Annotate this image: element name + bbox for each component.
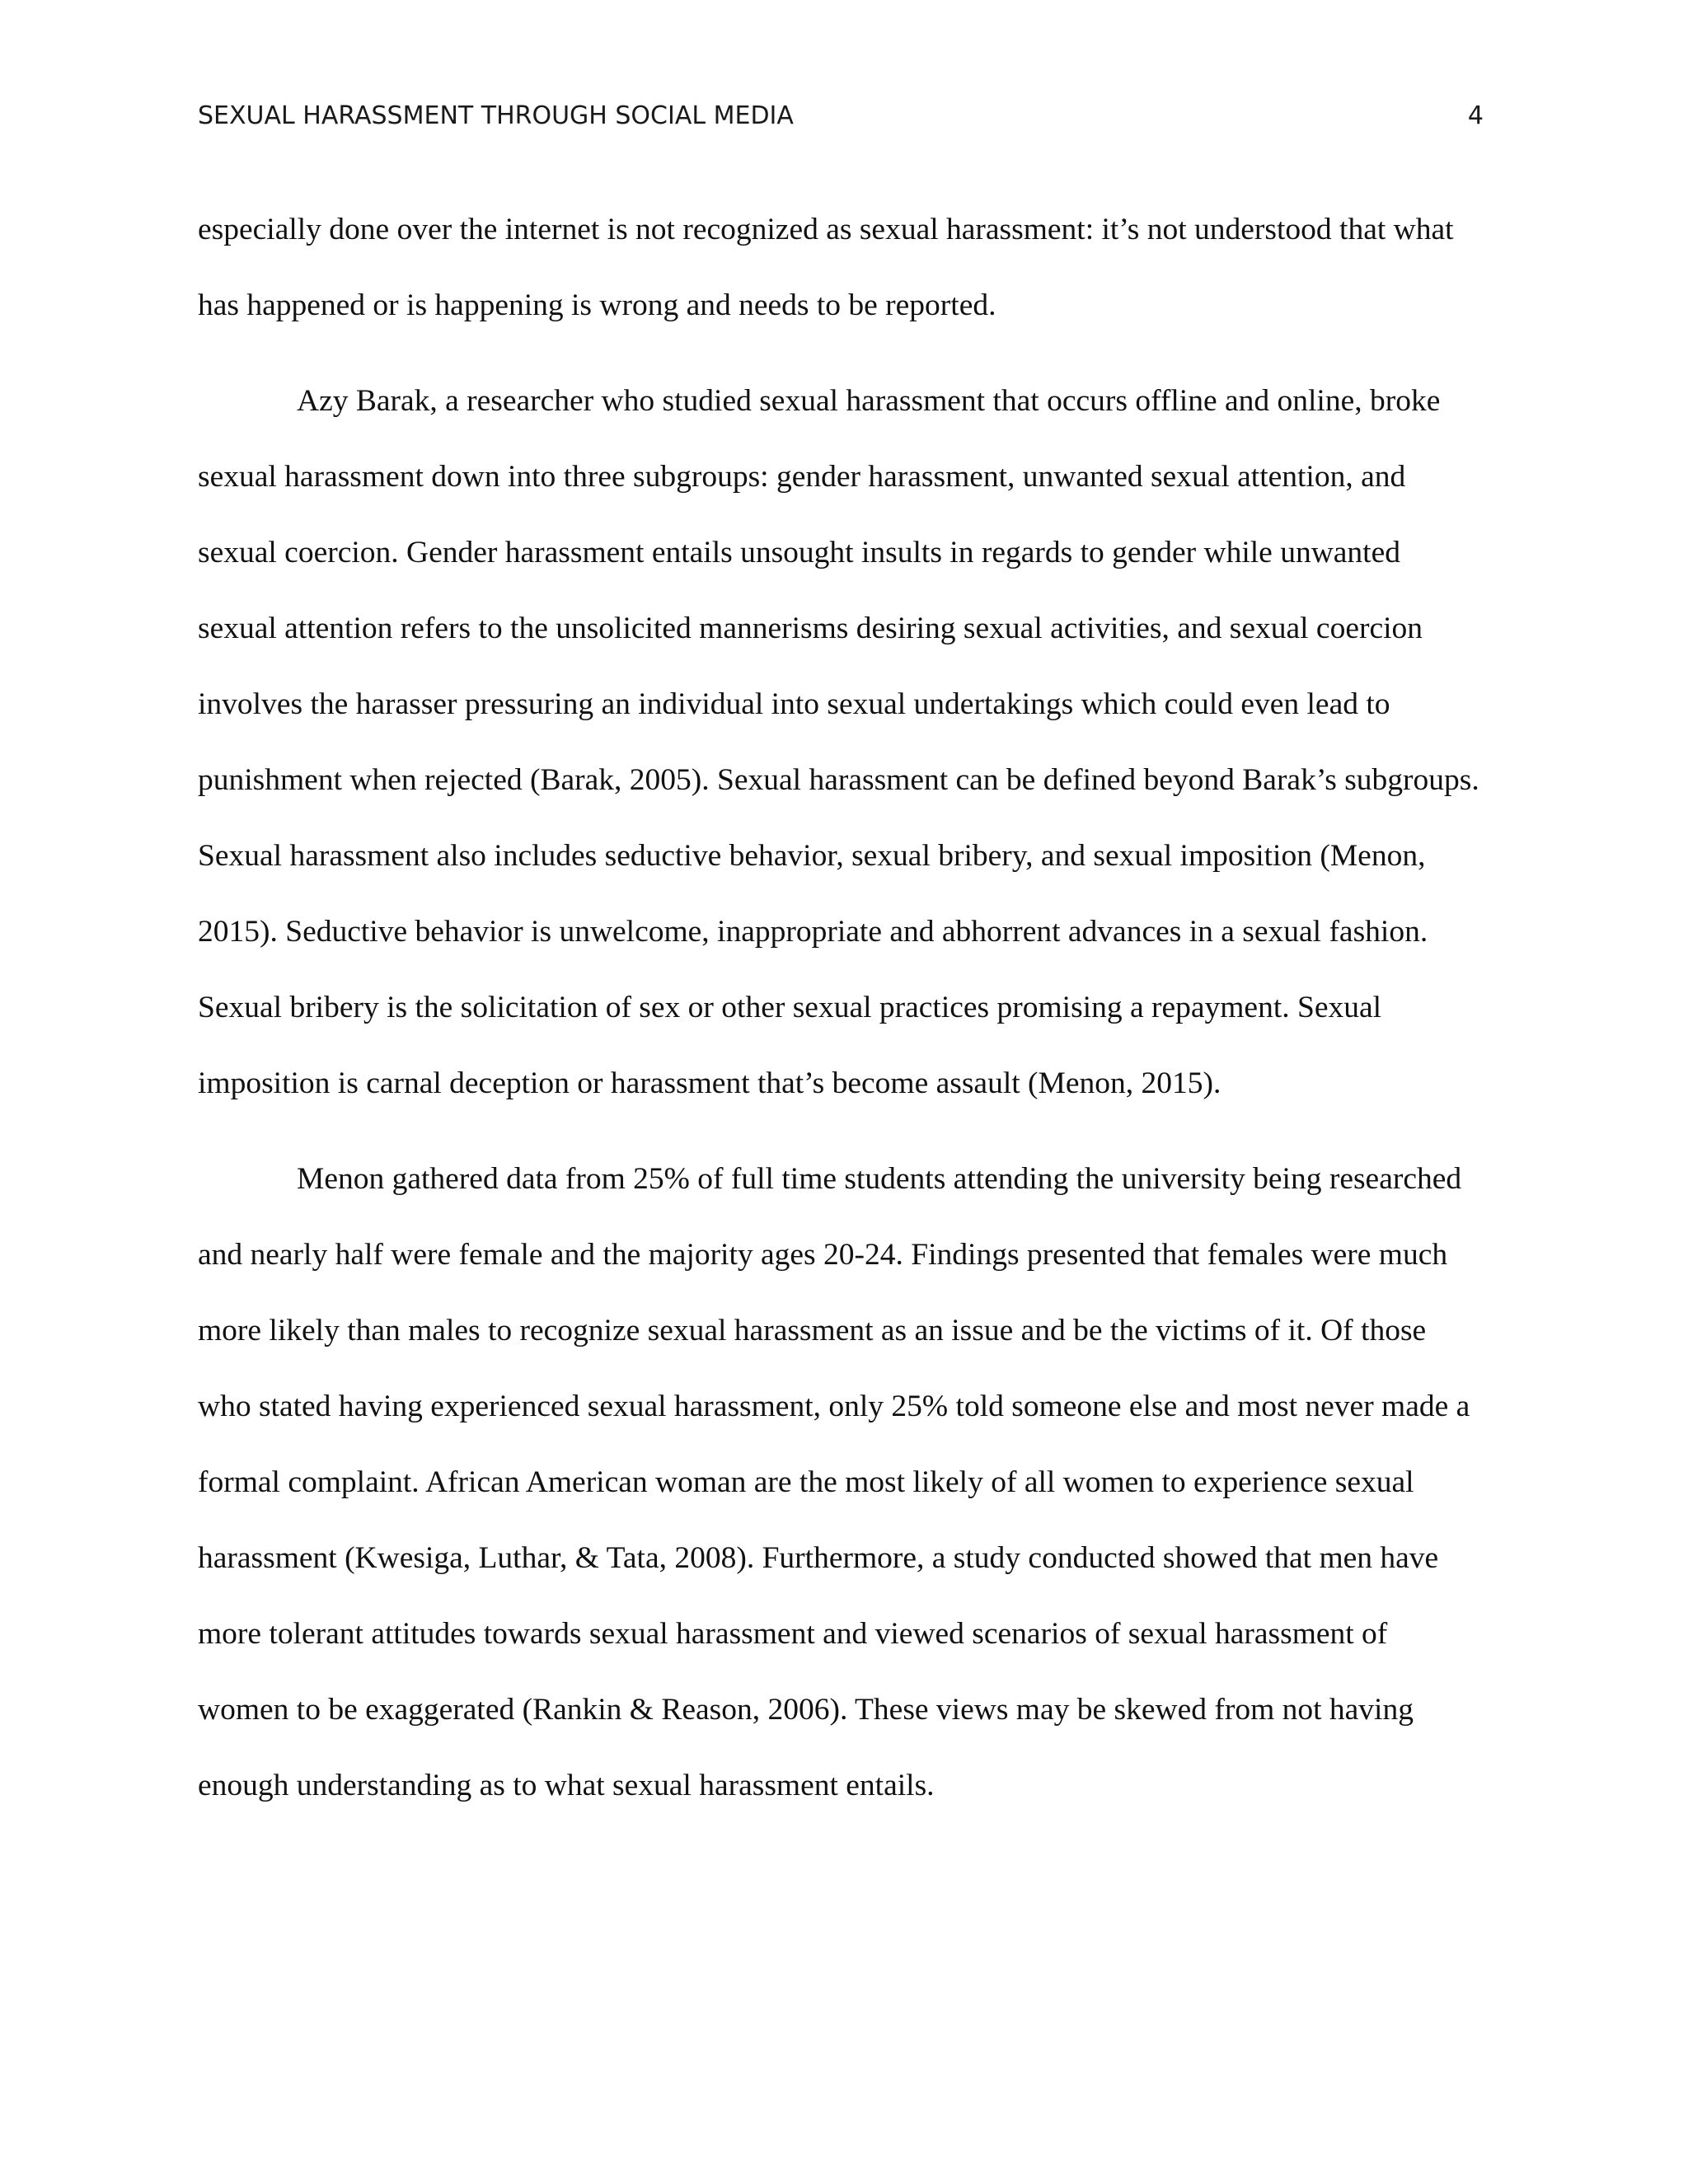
page-number: 4 bbox=[1467, 101, 1484, 130]
paragraph-barak-subgroups: Azy Barak, a researcher who studied sexual harassment that occurs offline and online, broke sexual harassment down into three subgroups: gender harassment, unwanted sexual attention, and sexual coercion. Gender harassment entails unsought insults in regards to gender while unwanted sexual attention refers to the unsolicited mannerisms desiring sexual activities, and sexual coercion involves the harasser pressuring an individual into sexual undertakings which could even lead to punishment when rejected (Barak, 2005). Sexual harassment can be defined beyond Barak’s subgroups. Sexual harassment also includes seductive behavior, sexual bribery, and sexual imposition (Menon, 2015). Seductive behavior is unwelcome, inappropriate and abhorrent advances in a sexual fashion. Sexual bribery is the solicitation of sex or other sexual practices promising a repayment. Sexual imposition is carnal deception or harassment that’s become assault (Menon, 2015). bbox=[198, 384, 1479, 1100]
body-text bbox=[198, 192, 1484, 1844]
paragraph-continuation: especially done over the internet is not recognized as sexual harassment: it’s not understood that what has happened or is happening is wrong and needs to be reported. bbox=[198, 213, 1454, 322]
running-head-title: SEXUAL HARASSMENT THROUGH SOCIAL MEDIA bbox=[198, 101, 794, 130]
running-head bbox=[198, 100, 1484, 133]
paragraph-menon-findings: Menon gathered data from 25% of full time students attending the university being researched and nearly half were female and the majority ages 20-24. Findings presented that females were much more likely than males to recognize sexual harassment as an issue and be the victims of it. Of those who stated having experienced sexual harassment, only 25% told someone else and most never made a formal complaint. African American woman are the most likely of all women to experience sexual harassment (Kwesiga, Luthar, & Tata, 2008). Furthermore, a study conducted showed that men have more tolerant attitudes towards sexual harassment and viewed scenarios of sexual harassment of women to be exaggerated (Rankin & Reason, 2006). These views may be skewed from not having enough understanding as to what sexual harassment entails. bbox=[198, 1162, 1470, 1802]
